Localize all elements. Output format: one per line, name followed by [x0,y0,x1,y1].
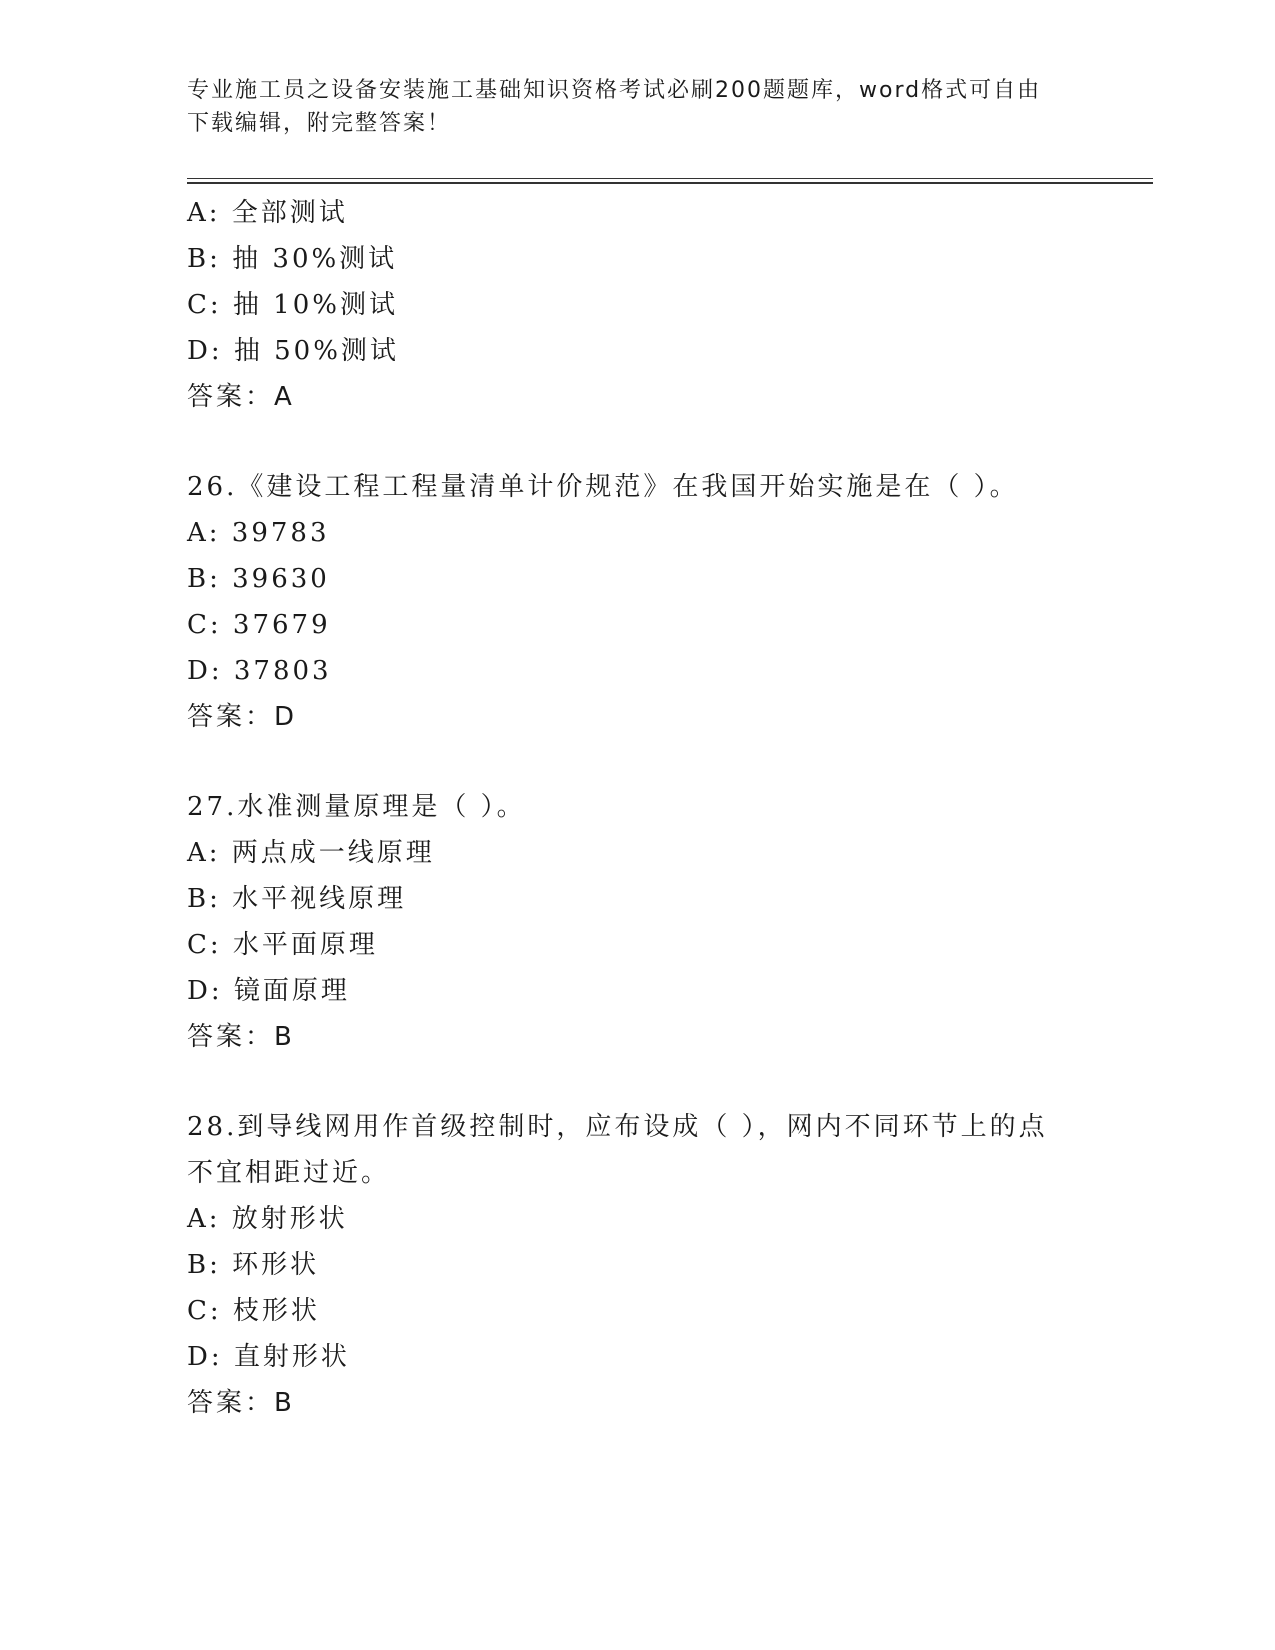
option-a: A: 两点成一线原理 [187,838,435,868]
option-a: A: 39783 [187,518,330,548]
option-b: B: 39630 [187,564,330,594]
answer-line: 答案：D [187,702,298,732]
answer-line: 答案：B [187,1388,295,1418]
option-a: A: 放射形状 [187,1204,348,1234]
question-25 [187,190,1087,420]
question-list [187,190,1087,1426]
spacer [187,1060,1087,1104]
option-b: B: 水平视线原理 [187,884,407,914]
option-d: D: 37803 [187,656,332,686]
option-c: C: 抽 10%测试 [187,290,398,320]
option-c: C: 枝形状 [187,1296,320,1326]
option-d: D: 抽 50%测试 [187,336,399,366]
option-d: D: 直射形状 [187,1342,350,1372]
option-b: B: 抽 30%测试 [187,244,398,274]
option-c: C: 37679 [187,610,331,640]
document-header [187,74,1067,140]
header-divider-thin [187,178,1153,179]
header-line-1: 专业施工员之设备安装施工基础知识资格考试必刷200题题库，word格式可自由 [187,78,1042,103]
spacer [187,740,1087,784]
option-d: D: 镜面原理 [187,976,350,1006]
question-27 [187,784,1087,1060]
option-a: A: 全部测试 [187,198,348,228]
header-line-2: 下载编辑，附完整答案！ [187,111,452,136]
header-divider-thick [187,182,1153,184]
question-text-line-1: 28.到导线网用作首级控制时，应布设成（ ），网内不同环节上的点 [187,1112,1048,1142]
question-text: 27.水准测量原理是（ ）。 [187,792,526,822]
answer-line: 答案：B [187,1022,295,1052]
question-text-line-2: 不宜相距过近。 [187,1158,391,1188]
question-text: 26.《建设工程工程量清单计价规范》在我国开始实施是在（ ）。 [187,472,1019,502]
question-26 [187,464,1087,740]
answer-line: 答案：A [187,382,295,412]
option-c: C: 水平面原理 [187,930,378,960]
option-b: B: 环形状 [187,1250,320,1280]
question-28 [187,1104,1087,1426]
spacer [187,420,1087,464]
